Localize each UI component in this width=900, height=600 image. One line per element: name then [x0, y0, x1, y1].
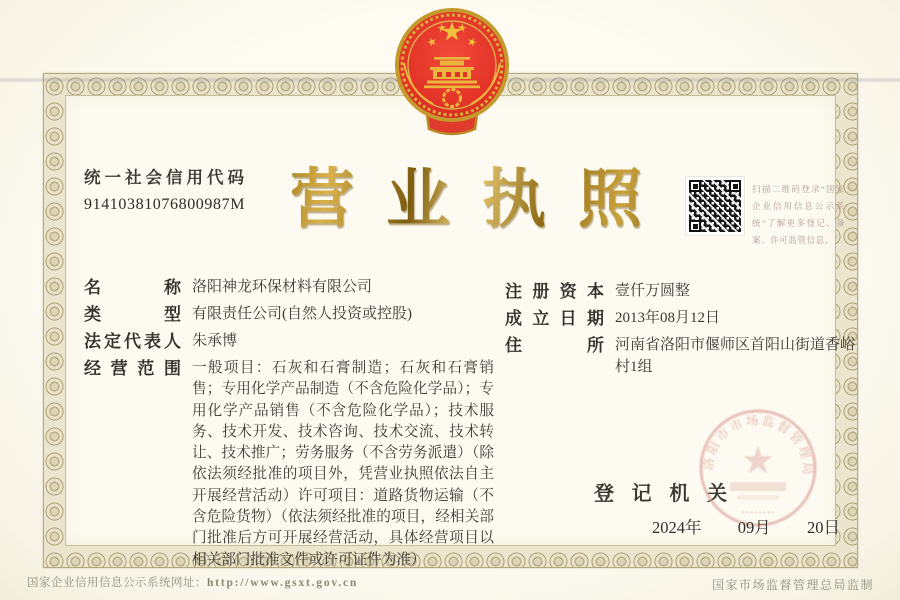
issue-date	[652, 514, 840, 538]
footer-publicity-url: http://www.gsxt.gov.cn	[207, 577, 359, 589]
field-value: 河南省洛阳市偃师区首阳山街道香峪村1组	[615, 337, 856, 375]
field-label: 住所	[505, 336, 604, 355]
seal-star-icon	[743, 446, 772, 474]
field-row-registered-capital	[505, 281, 861, 303]
footer-publicity-label: 国家企业信用信息公示系统网址：	[27, 577, 207, 589]
qr-finder-icon	[729, 180, 741, 192]
seal-arc-text: 洛阳市市场监督管理局	[701, 413, 815, 478]
field-label: 成立日期	[505, 309, 604, 328]
field-label: 类型	[84, 305, 181, 324]
issue-date-day: 20日	[807, 518, 840, 537]
field-value: 有限责任公司(自然人投资或控股)	[192, 306, 412, 322]
issue-date-month: 09月	[737, 518, 771, 537]
footer-issuer: 国家市场监督管理总局监制	[711, 578, 874, 592]
field-row-company-name	[84, 277, 494, 299]
field-label: 名称	[84, 278, 181, 297]
field-row-company-type	[84, 304, 494, 326]
national-emblem-icon	[387, 5, 517, 141]
field-row-address	[505, 335, 861, 379]
registry-authority-label: 登记机关	[594, 483, 727, 505]
credit-code-label: 统一社会信用代码	[84, 169, 248, 187]
field-label: 注册资本	[505, 282, 604, 301]
field-row-establishment-date	[505, 308, 861, 330]
svg-text:• • • • • • • •: • • • • • • • •	[742, 509, 774, 517]
field-label: 法定代表人	[84, 332, 181, 351]
svg-text:洛阳市市场监督管理局	[701, 412, 815, 477]
footer-publicity-system	[27, 574, 358, 590]
credit-code-value: 91410381076800987M	[84, 196, 246, 213]
qr-finder-icon	[689, 220, 701, 232]
field-value: 2013年08月12日	[615, 310, 721, 326]
field-value: 一般项目：石灰和石膏制造；石灰和石膏销售；专用化学产品制造（不含危险化学品）；专用化学产品销售（不含危险化学品）；技术服务、技术开发、技术咨询、技术交流、技术转让、技术推广；劳务服务（不含劳务派遣）（除依法须经批准的项目外，凭营业执照依法自主开展经营活动）许可项目：道路货物运输（不含危险货物）（依法须经批准的项目，经相关部门批准后方可开展经营活动，具体经营项目以相关部门批准文件或许可证件为准）	[192, 360, 494, 568]
field-value: 壹仟万圆整	[615, 283, 691, 299]
field-value: 朱承博	[192, 333, 238, 349]
qr-code	[686, 177, 744, 235]
credit-code-block	[84, 164, 248, 214]
field-label: 经营范围	[84, 359, 181, 378]
qr-caption: 扫描二维码登录“国家企业信用信息公示系统”了解更多登记、备案、许可监管信息。	[752, 184, 845, 246]
qr-finder-icon	[689, 180, 701, 192]
field-value: 洛阳神龙环保材料有限公司	[192, 279, 373, 295]
issue-date-year: 2024年	[652, 518, 702, 537]
field-row-legal-representative	[84, 331, 494, 353]
license-title: 营业执照	[258, 148, 666, 240]
field-row-business-scope	[84, 358, 494, 571]
